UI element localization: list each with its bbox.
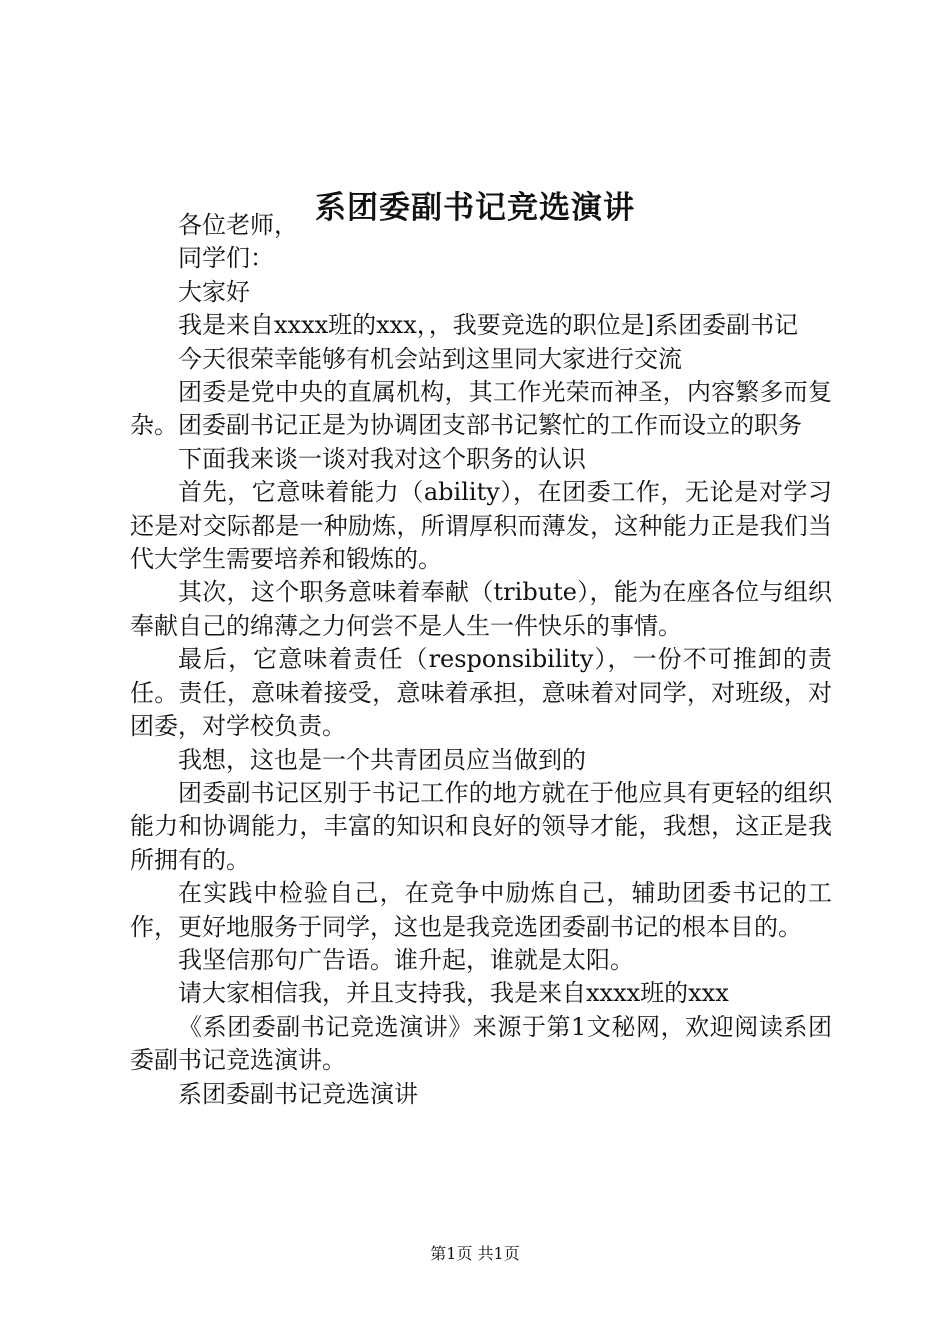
paragraph: 各位老师， <box>178 211 298 239</box>
paragraph: 最后，它意味着责任（responsibility），一份不可推卸的责任。责任，意味着接受，意味着承担，意味着对同学，对班级，对团委，对学校负责。 <box>130 645 832 741</box>
paragraph: 在实践中检验自己，在竞争中励炼自己，辅助团委书记的工作，更好地服务于同学，这也是我竞选团委副书记的根本目的。 <box>130 879 832 941</box>
paragraph: 首先，它意味着能力（ability），在团委工作，无论是对学习还是对交际都是一种励炼，所谓厚积而薄发，这种能力正是我们当代大学生需要培养和锻炼的。 <box>130 478 832 574</box>
paragraph: 请大家相信我，并且支持我，我是来自xxxx班的xxx <box>178 979 729 1008</box>
paragraph: 今天很荣幸能够有机会站到这里同大家进行交流 <box>178 344 682 373</box>
paragraph: 大家好 <box>178 277 250 306</box>
document-body <box>130 209 832 1111</box>
paragraph: 我坚信那句广告语。谁升起，谁就是太阳。 <box>178 945 634 974</box>
document-title: 系团委副书记竞选演讲 <box>315 190 635 226</box>
paragraph: 《系团委副书记竞选演讲》来源于第1文秘网，欢迎阅读系团委副书记竞选演讲。 <box>130 1012 832 1075</box>
paragraph: 系团委副书记竞选演讲 <box>178 1079 418 1108</box>
paragraph: 我想，这也是一个共青团员应当做到的 <box>178 745 586 774</box>
paragraph: 其次，这个职务意味着奉献（tribute），能为在座各位与组织奉献自己的绵薄之力何尝不是人生一件快乐的事情。 <box>130 578 832 640</box>
paragraph: 下面我来谈一谈对我对这个职务的认识 <box>178 444 586 473</box>
paragraph: 我是来自xxxx班的xxx，，我要竞选的职位是]系团委副书记 <box>178 311 799 340</box>
page-footer: 第1页 共1页 <box>430 1244 520 1263</box>
paragraph: 同学们： <box>178 244 274 273</box>
paragraph: 团委副书记区别于书记工作的地方就在于他应具有更轻的组织能力和协调能力，丰富的知识和良好的领导才能，我想，这正是我所拥有的。 <box>130 778 832 874</box>
paragraph: 团委是党中央的直属机构，其工作光荣而神圣，内容繁多而复杂。团委副书记正是为协调团支部书记繁忙的工作而设立的职务 <box>130 378 832 440</box>
